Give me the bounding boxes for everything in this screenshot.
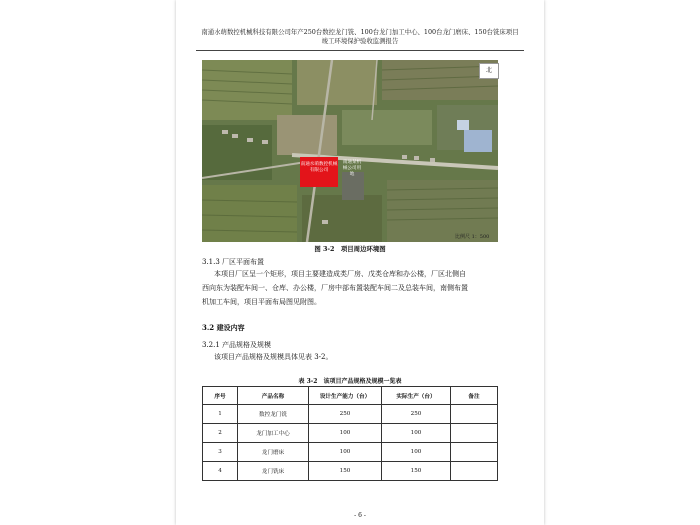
table-header-row: [203, 387, 498, 405]
table-cell: 龙门加工中心: [238, 424, 309, 443]
paragraph-line: 本项目厂区呈一个矩形，项目主要建造成类厂房、戊类仓库和办公楼，厂区北侧自: [214, 270, 466, 278]
table-cell: 4: [203, 462, 238, 481]
table-cell: 100: [309, 443, 382, 462]
paragraph-line: 该项目产品规格及规模具体见表 3-2。: [214, 353, 333, 361]
table-cell: [451, 424, 498, 443]
table-cell: 150: [382, 462, 451, 481]
table-row: [203, 405, 498, 424]
table-cell: 龙门铣床: [238, 462, 309, 481]
table-cell: [451, 405, 498, 424]
column-header: 设计生产能力（台）: [309, 387, 382, 405]
product-spec-table: [202, 386, 498, 481]
section-heading-32: 3.2 建设内容: [202, 323, 245, 332]
table-cell: 数控龙门铣: [238, 405, 309, 424]
north-arrow-icon: 北: [479, 63, 499, 79]
table-cell: [451, 462, 498, 481]
column-header: 产品名称: [238, 387, 309, 405]
table-row: [203, 424, 498, 443]
table-row: [203, 443, 498, 462]
paragraph-line: 机加工车间，项目平面布局图见附图。: [202, 298, 321, 306]
table-cell: 100: [382, 443, 451, 462]
column-header: 序号: [203, 387, 238, 405]
table-row: [203, 462, 498, 481]
paragraph-line: 西向东为装配车间一、仓库、办公楼，厂房中部布置装配车间二及总装车间，南侧布置: [202, 284, 468, 292]
table-cell: 3: [203, 443, 238, 462]
header-rule: [196, 50, 524, 51]
table-cell: 100: [382, 424, 451, 443]
map-scale: 比例尺 1：500: [455, 234, 490, 240]
header-line-2: 竣工环境保护验收监测报告: [321, 37, 399, 45]
page-number: - 6 -: [354, 512, 366, 519]
table-cell: 1: [203, 405, 238, 424]
map-imagery: [202, 60, 498, 242]
project-site-marker: 南通水萌数控机械有限公司: [300, 157, 338, 187]
column-header: 实际生产（台）: [382, 387, 451, 405]
table-cell: 250: [382, 405, 451, 424]
section-heading-321: 3.2.1 产品规格及规模: [202, 341, 272, 349]
figure-caption: 图 3-2 项目周边环境图: [314, 245, 386, 253]
table-cell: 龙门磨床: [238, 443, 309, 462]
neighbor-site-label: 南通某机械公司用地: [342, 160, 362, 177]
table-cell: 100: [309, 424, 382, 443]
table-cell: [451, 443, 498, 462]
report-header: [196, 28, 524, 46]
section-heading-313: 3.1.3 厂区平面布置: [202, 258, 265, 266]
satellite-map: [202, 60, 498, 242]
table-caption: 表 3-2 该项目产品规格及规模一览表: [298, 378, 402, 385]
table-cell: 250: [309, 405, 382, 424]
column-header: 备注: [451, 387, 498, 405]
table-cell: 150: [309, 462, 382, 481]
header-line-1: 南通水萌数控机械科技有限公司年产250台数控龙门铣、100台龙门加工中心、100台龙门磨床、150台铣床项目: [201, 28, 519, 36]
table-cell: 2: [203, 424, 238, 443]
